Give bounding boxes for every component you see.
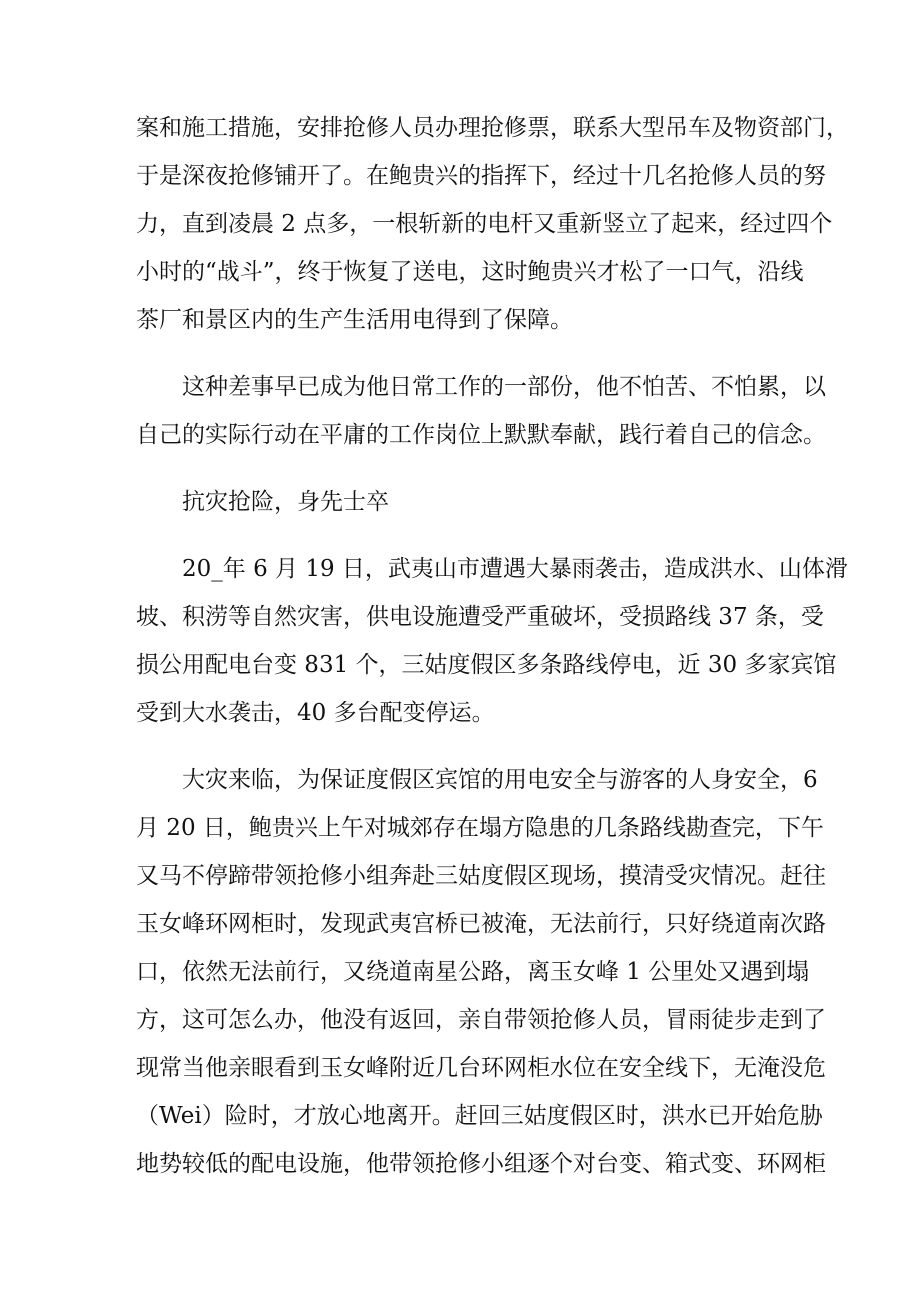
paragraph xyxy=(136,756,826,1188)
text-line: 现常当他亲眼看到玉女峰附近几台环网柜水位在安全线下，无淹没危 xyxy=(136,1055,826,1081)
text-line: 于是深夜抢修铺开了。在鲍贵兴的指挥下，经过十几名抢修人员的努 xyxy=(136,163,826,189)
text-line: 茶厂和景区内的生产生活用电得到了保障。 xyxy=(136,307,573,333)
text-line: 案和施工措施，安排抢修人员办理抢修票，联系大型吊车及物资部门， xyxy=(136,115,849,141)
paragraph xyxy=(136,363,826,459)
paragraph-gap xyxy=(136,526,796,545)
paragraph-gap xyxy=(136,737,796,756)
text-line: 损公用配电台变 831 个，三姑度假区多条路线停电，近 30 多家宾馆 xyxy=(136,652,837,678)
text-line: 大灾来临，为保证度假区宾馆的用电安全与游客的人身安全，6 xyxy=(182,767,818,793)
text-line: 坡、积涝等自然灾害，供电设施遭受严重破坏，受损路线 37 条，受 xyxy=(136,604,824,630)
text-line: 地势较低的配电设施，他带领抢修小组逐个对台变、箱式变、环网柜 xyxy=(136,1151,826,1177)
paragraph-continued xyxy=(136,104,849,344)
text-line: （Wei）险时，才放心地离开。赶回三姑度假区时，洪水已开始危胁 xyxy=(136,1103,823,1129)
document-body xyxy=(136,104,849,1188)
text-line: 受到大水袭击，40 多台配变停运。 xyxy=(136,700,495,726)
heading-line: 抗灾抢险，身先士卒 xyxy=(182,489,389,515)
paragraph-gap xyxy=(136,344,796,363)
paragraph-gap xyxy=(136,459,796,478)
text-line: 20_年 6 月 19 日，武夷山市遭遇大暴雨袭击，造成洪水、山体滑 xyxy=(182,556,848,582)
paragraph xyxy=(136,545,848,737)
section-heading xyxy=(136,478,796,526)
text-line: 力，直到凌晨 2 点多，一根斩新的电杆又重新竖立了起来，经过四个 xyxy=(136,211,833,237)
text-line: 这种差事早已成为他日常工作的一部份，他不怕苦、不怕累，以 xyxy=(182,374,826,400)
text-line: 玉女峰环网柜时，发现武夷宫桥已被淹，无法前行，只好绕道南次路 xyxy=(136,911,826,937)
text-line: 口，依然无法前行，又绕道南星公路，离玉女峰 1 公里处又遇到塌 xyxy=(136,959,810,985)
text-line: 自己的实际行动在平庸的工作岗位上默默奉献，践行着自己的信念。 xyxy=(136,422,826,448)
text-line: 月 20 日，鲍贵兴上午对城郊存在塌方隐患的几条路线勘查完，下午 xyxy=(136,815,824,841)
text-line: 小时的“战斗”，终于恢复了送电，这时鲍贵兴才松了一口气，沿线 xyxy=(136,259,804,285)
text-line: 又马不停蹄带领抢修小组奔赴三姑度假区现场，摸清受灾情况。赶往 xyxy=(136,863,826,889)
text-line: 方，这可怎么办，他没有返回，亲自带领抢修人员，冒雨徒步走到了 xyxy=(136,1007,826,1033)
